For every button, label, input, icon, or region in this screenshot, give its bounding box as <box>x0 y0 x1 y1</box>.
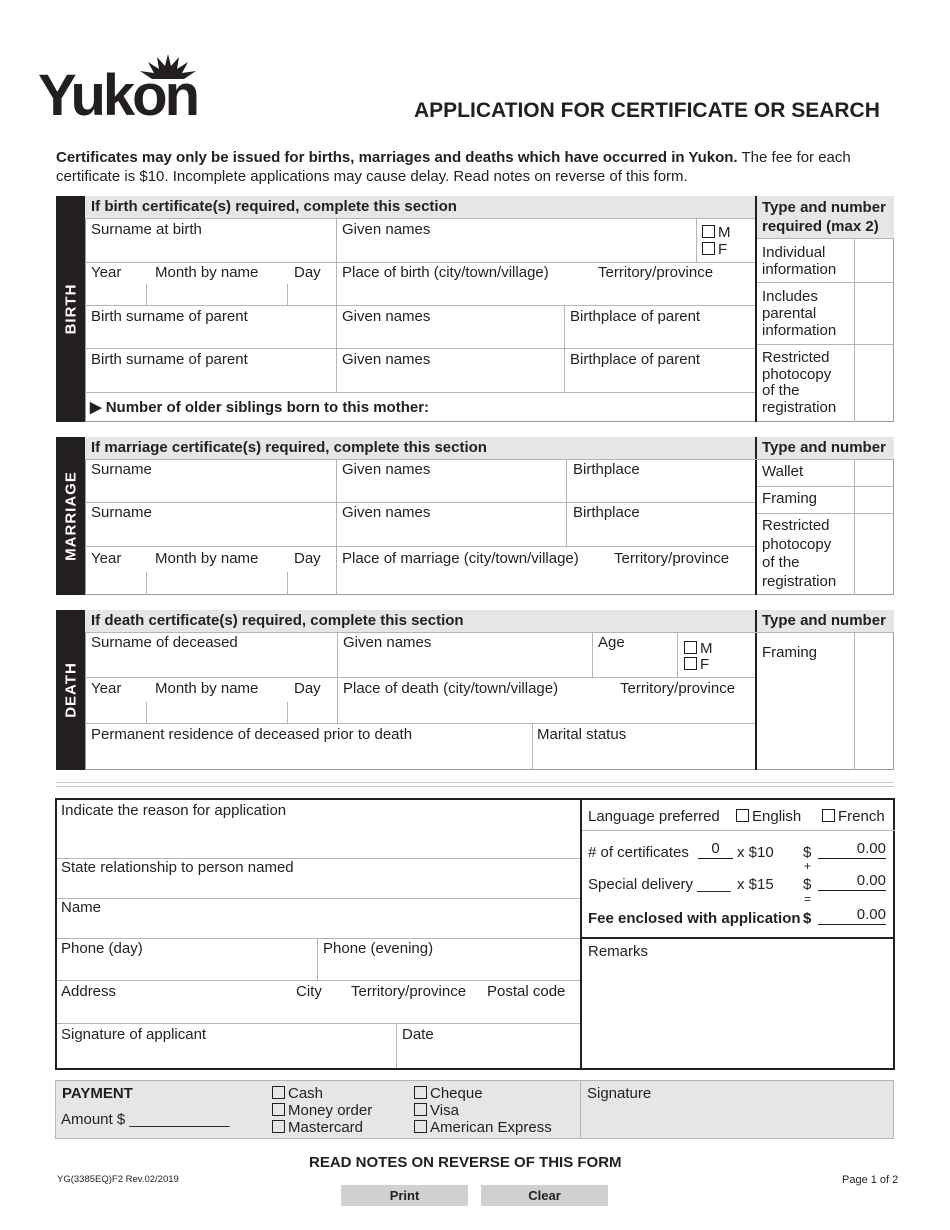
cheque-checkbox[interactable]: Cheque <box>414 1085 483 1103</box>
death-side-label: DEATH <box>56 610 85 770</box>
death-header: If death certificate(s) required, complete this section <box>85 610 755 632</box>
marriage-territory-label: Territory/province <box>614 550 730 567</box>
birth-parent2-surname-label: Birth surname of parent <box>91 351 248 368</box>
death-age-label: Age <box>598 634 625 651</box>
marriage-type-header: Type and number <box>756 437 894 459</box>
birth-territory-label: Territory/province <box>598 264 714 281</box>
territory-label: Territory/province <box>351 983 467 1000</box>
certs-count-input[interactable]: 0 <box>711 840 720 857</box>
marriage-type2-label: Framing <box>762 490 818 507</box>
death-month-label: Month by name <box>155 680 259 697</box>
marriage-type3-label: Restricted photocopy of the registration <box>762 517 837 590</box>
reason-label: Indicate the reason for application <box>61 802 287 819</box>
phone-day-label: Phone (day) <box>61 940 143 957</box>
birth-siblings-label: ▶ Number of older siblings born to this mother: <box>90 399 430 416</box>
certs-total: 0.00 <box>856 840 886 857</box>
city-label: City <box>296 983 322 1000</box>
payment-title: PAYMENT <box>62 1085 133 1102</box>
death-marital-label: Marital status <box>537 726 627 743</box>
birth-place-label: Place of birth (city/town/village) <box>342 264 549 281</box>
birth-parent1-birthplace-label: Birthplace of parent <box>570 308 701 325</box>
intro-line-2: certificate is $10. Incomplete applications may cause delay. Read notes on reverse of this form. <box>56 168 688 185</box>
address-label: Address <box>61 983 117 1000</box>
payment-amount: Amount $ ____________ <box>61 1111 230 1128</box>
marriage-month-label: Month by name <box>155 550 259 567</box>
marriage-place-label: Place of marriage (city/town/village) <box>342 550 579 567</box>
birth-given-label: Given names <box>342 221 431 238</box>
phone-evening-label: Phone (evening) <box>323 940 434 957</box>
fee-enclosed-label: Fee enclosed with application <box>588 910 801 927</box>
form-code: YG(3385EQ)F2 Rev.02/2019 <box>57 1174 179 1185</box>
triangle-right-icon: ▶ <box>90 399 102 416</box>
marriage-type1-label: Wallet <box>762 463 804 480</box>
birth-parent2-birthplace-label: Birthplace of parent <box>570 351 701 368</box>
delivery-dollar: $ <box>803 876 812 893</box>
death-type1-label: Framing <box>762 644 818 661</box>
language-label: Language preferred <box>588 808 720 825</box>
french-checkbox[interactable]: French <box>822 808 885 826</box>
intro-rest: The fee for each <box>737 149 851 166</box>
birth-day-label: Day <box>294 264 321 281</box>
certs-label: # of certificates <box>588 844 689 861</box>
relationship-label: State relationship to person named <box>61 859 294 876</box>
delivery-label: Special delivery ____ <box>588 876 731 893</box>
date-label: Date <box>402 1026 434 1043</box>
certs-rate: x $10 <box>737 844 774 861</box>
money-order-checkbox[interactable]: Money order <box>272 1102 372 1120</box>
marriage-surname2-label: Surname <box>91 504 152 521</box>
birth-parent1-given-label: Given names <box>342 308 431 325</box>
payment-signature-label: Signature <box>587 1085 652 1102</box>
marriage-year-label: Year <box>91 550 122 567</box>
logo-text: Yukon <box>38 63 198 128</box>
english-checkbox[interactable]: English <box>736 808 801 826</box>
birth-type3-label: Restricted photocopy of the registration <box>762 349 837 416</box>
yukon-logo <box>38 52 213 128</box>
death-day-label: Day <box>294 680 321 697</box>
death-type-header: Type and number <box>756 610 894 632</box>
fee-total: 0.00 <box>856 906 886 923</box>
marriage-given1-label: Given names <box>342 461 431 478</box>
birth-parent1-surname-label: Birth surname of parent <box>91 308 248 325</box>
reverse-notes: READ NOTES ON REVERSE OF THIS FORM <box>309 1154 622 1171</box>
remarks-label: Remarks <box>588 943 649 960</box>
marriage-birthplace1-label: Birthplace <box>573 461 640 478</box>
death-male-checkbox[interactable]: M <box>684 640 713 658</box>
applicant-signature-label: Signature of applicant <box>61 1026 207 1043</box>
intro-line-1 <box>56 149 851 167</box>
marriage-given2-label: Given names <box>342 504 431 521</box>
marriage-day-label: Day <box>294 550 321 567</box>
death-residence-label: Permanent residence of deceased prior to death <box>91 726 413 743</box>
marriage-header: If marriage certificate(s) required, complete this section <box>85 437 755 459</box>
delivery-total: 0.00 <box>856 872 886 889</box>
fee-dollar: $ <box>803 910 812 927</box>
birth-month-label: Month by name <box>155 264 259 281</box>
equals-sign: = <box>804 892 812 906</box>
print-button[interactable]: Print <box>341 1185 468 1206</box>
birth-parent2-given-label: Given names <box>342 351 431 368</box>
birth-type-header: Type and number required (max 2) <box>756 196 894 238</box>
death-female-checkbox[interactable]: F <box>684 656 709 674</box>
plus-sign: + <box>804 859 812 873</box>
clear-button[interactable]: Clear <box>481 1185 608 1206</box>
birth-female-checkbox[interactable]: F <box>702 241 727 259</box>
birth-header: If birth certificate(s) required, complete this section <box>85 196 755 218</box>
marriage-birthplace2-label: Birthplace <box>573 504 640 521</box>
intro-bold: Certificates may only be issued for births, marriages and deaths which have occurred in Yukon. <box>56 149 738 166</box>
visa-checkbox[interactable]: Visa <box>414 1102 459 1120</box>
birth-year-label: Year <box>91 264 122 281</box>
marriage-surname1-label: Surname <box>91 461 152 478</box>
marriage-side-label: MARRIAGE <box>56 437 85 595</box>
page-number: Page 1 of 2 <box>842 1174 899 1186</box>
delivery-rate: x $15 <box>737 876 774 893</box>
birth-surname-label: Surname at birth <box>91 221 202 238</box>
postal-label: Postal code <box>487 983 566 1000</box>
death-year-label: Year <box>91 680 122 697</box>
name-label: Name <box>61 899 102 916</box>
death-territory-label: Territory/province <box>620 680 736 697</box>
death-surname-label: Surname of deceased <box>91 634 238 651</box>
birth-type1-label: Individual information <box>762 244 837 278</box>
page-title: APPLICATION FOR CERTIFICATE OR SEARCH <box>414 99 880 122</box>
cash-checkbox[interactable]: Cash <box>272 1085 323 1103</box>
mastercard-checkbox[interactable]: Mastercard <box>272 1119 363 1137</box>
death-given-label: Given names <box>343 634 432 651</box>
death-place-label: Place of death (city/town/village) <box>343 680 559 697</box>
birth-type2-label: Includes parental information <box>762 288 837 339</box>
amex-checkbox[interactable]: American Express <box>414 1119 552 1137</box>
certs-dollar: $ <box>803 844 812 861</box>
birth-side-label: BIRTH <box>56 196 85 422</box>
birth-male-checkbox[interactable]: M <box>702 224 731 242</box>
